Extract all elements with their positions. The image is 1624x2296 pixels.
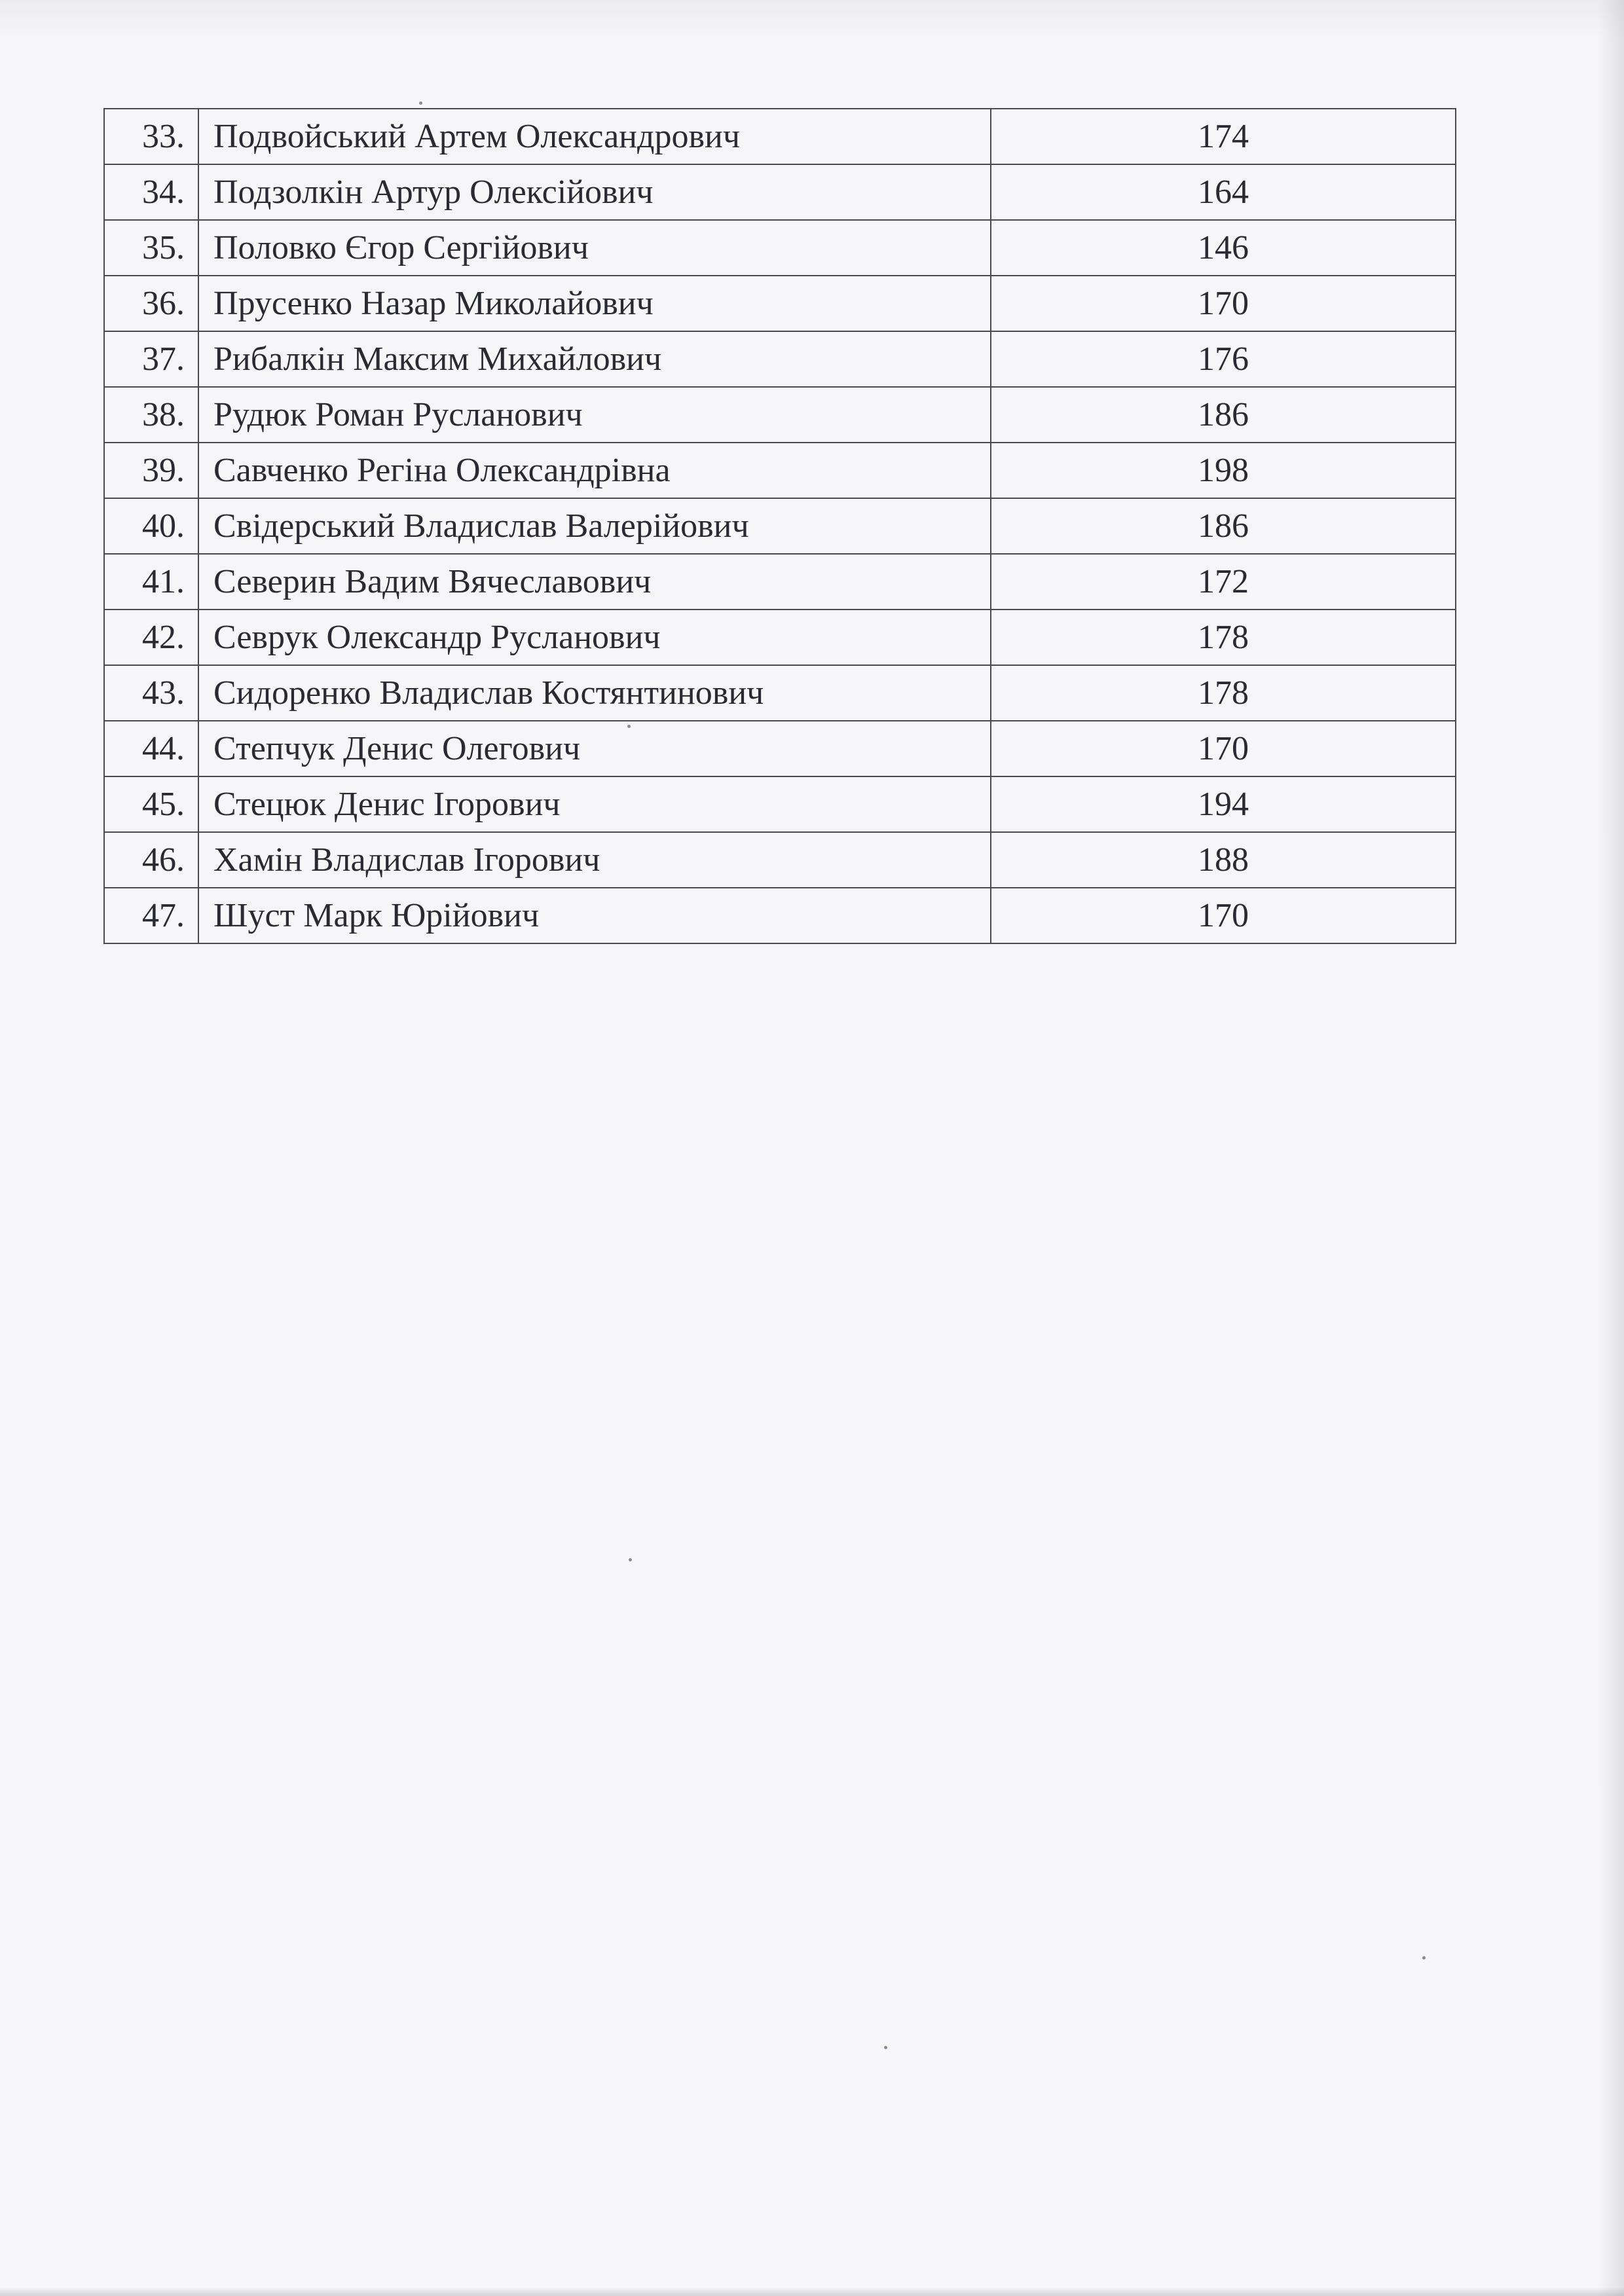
student-name: Савченко Регіна Олександрівна <box>198 443 991 498</box>
table-row <box>104 220 1456 276</box>
student-name: Севрук Олександр Русланович <box>198 610 991 665</box>
table-row <box>104 276 1456 331</box>
page-bottom-shadow <box>0 2287 1624 2296</box>
score-value: 188 <box>991 832 1456 888</box>
table-row <box>104 164 1456 220</box>
score-value: 178 <box>991 610 1456 665</box>
row-number: 43. <box>104 665 198 721</box>
row-number: 44. <box>104 721 198 776</box>
row-number: 39. <box>104 443 198 498</box>
table-row <box>104 498 1456 554</box>
score-value: 170 <box>991 888 1456 943</box>
score-value: 186 <box>991 498 1456 554</box>
score-value: 186 <box>991 387 1456 443</box>
score-value: 170 <box>991 276 1456 331</box>
table-row <box>104 832 1456 888</box>
score-value: 146 <box>991 220 1456 276</box>
row-number: 35. <box>104 220 198 276</box>
score-value: 164 <box>991 164 1456 220</box>
row-number: 47. <box>104 888 198 943</box>
score-value: 176 <box>991 331 1456 387</box>
row-number: 37. <box>104 331 198 387</box>
score-value: 178 <box>991 665 1456 721</box>
row-number: 41. <box>104 554 198 610</box>
score-value: 170 <box>991 721 1456 776</box>
scan-speck <box>884 2046 887 2049</box>
scan-speck <box>1422 1956 1426 1959</box>
row-number: 42. <box>104 610 198 665</box>
row-number: 34. <box>104 164 198 220</box>
table-row <box>104 888 1456 943</box>
student-name: Степчук Денис Олегович <box>198 721 991 776</box>
table-row <box>104 443 1456 498</box>
table-row <box>104 776 1456 832</box>
student-name: Северин Вадим Вячеславович <box>198 554 991 610</box>
row-number: 40. <box>104 498 198 554</box>
score-value: 194 <box>991 776 1456 832</box>
table-row <box>104 387 1456 443</box>
table-row <box>104 331 1456 387</box>
score-value: 172 <box>991 554 1456 610</box>
student-name: Подзолкін Артур Олексійович <box>198 164 991 220</box>
results-table <box>103 108 1456 944</box>
student-name: Рибалкін Максим Михайлович <box>198 331 991 387</box>
score-value: 198 <box>991 443 1456 498</box>
table-row <box>104 610 1456 665</box>
student-name: Подвойський Артем Олександрович <box>198 109 991 164</box>
table-row <box>104 554 1456 610</box>
row-number: 33. <box>104 109 198 164</box>
student-name: Половко Єгор Сергійович <box>198 220 991 276</box>
row-number: 45. <box>104 776 198 832</box>
score-value: 174 <box>991 109 1456 164</box>
scan-speck <box>627 725 631 728</box>
scan-speck <box>419 101 422 105</box>
student-name: Прусенко Назар Миколайович <box>198 276 991 331</box>
row-number: 46. <box>104 832 198 888</box>
table-row <box>104 109 1456 164</box>
table-row <box>104 665 1456 721</box>
student-name: Хамін Владислав Ігорович <box>198 832 991 888</box>
row-number: 38. <box>104 387 198 443</box>
student-name: Рудюк Роман Русланович <box>198 387 991 443</box>
student-name: Шуст Марк Юрійович <box>198 888 991 943</box>
page-edge-shadow <box>1598 0 1624 2296</box>
student-name: Стецюк Денис Ігорович <box>198 776 991 832</box>
scan-speck <box>629 1558 632 1561</box>
student-name: Свідерський Владислав Валерійович <box>198 498 991 554</box>
row-number: 36. <box>104 276 198 331</box>
table-row <box>104 721 1456 776</box>
student-name: Сидоренко Владислав Костянтинович <box>198 665 991 721</box>
